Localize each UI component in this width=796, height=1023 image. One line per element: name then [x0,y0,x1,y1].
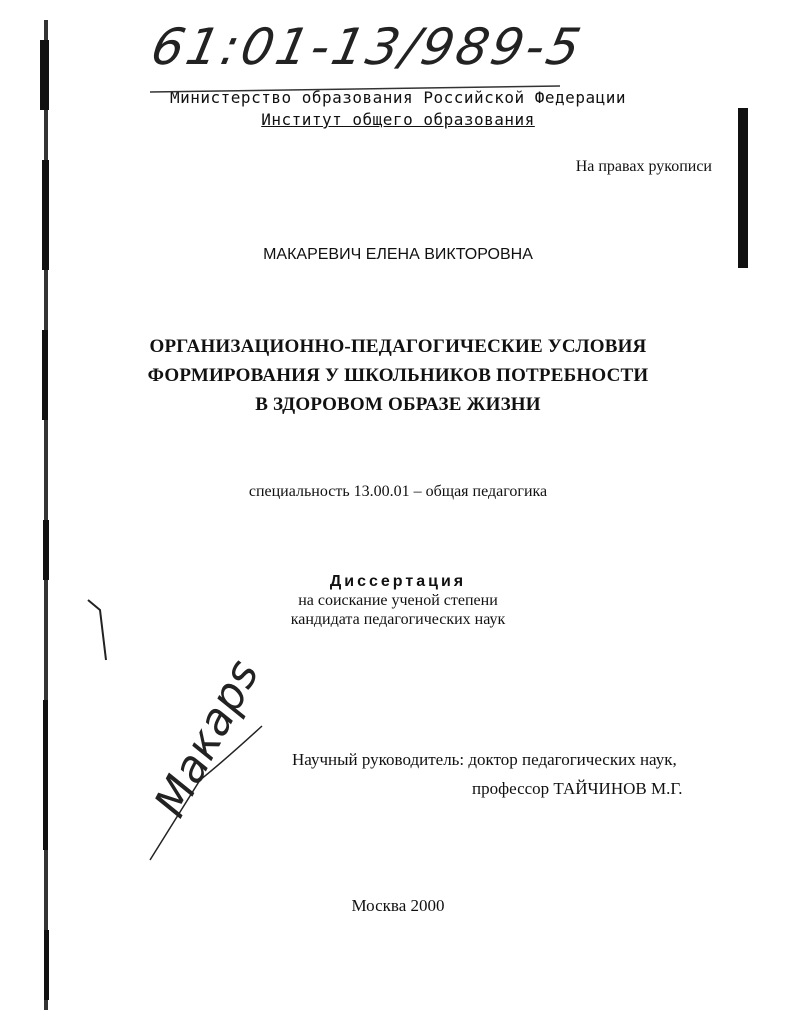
title-line-2: ФОРМИРОВАНИЯ У ШКОЛЬНИКОВ ПОТРЕБНОСТИ [147,365,649,386]
ministry-heading: Министерство образования Российской Федерации [170,88,626,107]
title-line-1: ОРГАНИЗАЦИОННО-ПЕДАГОГИЧЕСКИЕ УСЛОВИЯ [149,336,647,357]
specialty-line: специальность 13.00.01 – общая педагогика [248,483,548,500]
advisor-line-1: Научный руководитель: доктор педагогических наук, [292,750,677,769]
signature: Макарs [144,651,270,826]
dissertation-label: Диссертация [329,573,467,590]
institute-heading: Институт общего образования [261,110,535,129]
edge-tick-mark [88,600,106,660]
degree-line-2: кандидата педагогических наук [290,611,506,628]
handwritten-archive-number: 61:01-13/989-5 [146,18,589,76]
author-name: МАКАРЕВИЧ ЕЛЕНА ВИКТОРОВНА [263,246,533,263]
underline-stroke [150,86,560,92]
advisor-line-2: профессор ТАЙЧИНОВ М.Г. [472,779,683,798]
city-year: Москва 2000 [351,896,445,915]
title-line-3: В ЗДОРОВОМ ОБРАЗЕ ЖИЗНИ [255,394,541,415]
rights-note: На правах рукописи [575,158,712,175]
degree-line-1: на соискание ученой степени [298,592,498,609]
